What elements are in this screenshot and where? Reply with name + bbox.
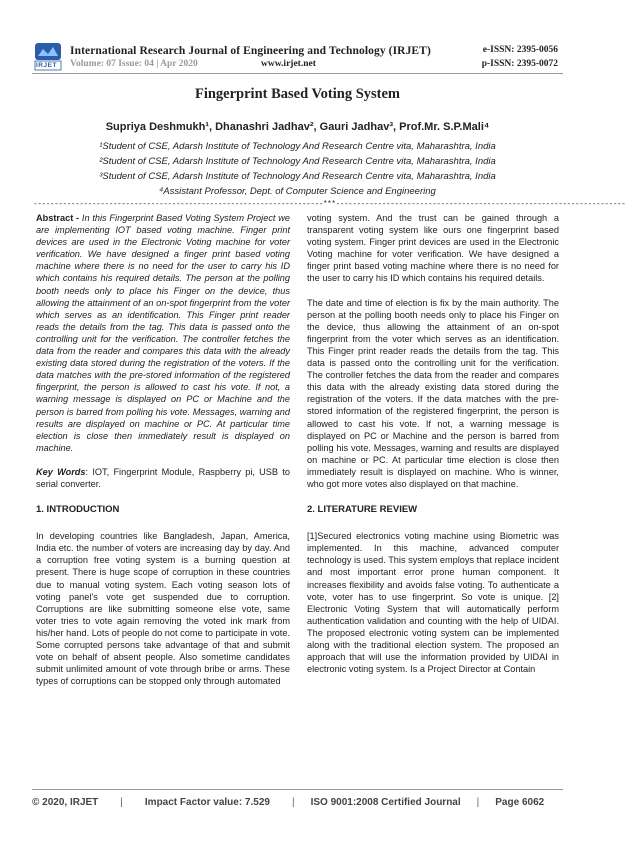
footer-page-number: Page 6062 [495,797,545,808]
journal-website: www.irjet.net [261,59,316,69]
section-separator: ---------------------------------------------------------------------***--------------------------------------------------------------------- [33,200,625,209]
volume-issue: Volume: 07 Issue: 04 | Apr 2020 [70,59,198,69]
right-column [307,212,559,675]
e-issn: e-ISSN: 2395-0056 [482,45,558,55]
right-paragraph-1: voting system. And the trust can be gained through a transparent voting system like ours one fingerprint based voting system. Finger print devices are used in the Electronic Voting machine for voter verification. We have designed a finger print based voting machine where there is no need for the user to carry his ID which contains his required details. [307,213,559,284]
abstract-text: In this Fingerprint Based Voting System Project we are implementing IOT based voting machine. Finger print devices are used in the Electronic Voting machine for voter verification. We have designed a finger print based voting machine where there is no need for the user to carry his ID which contains his required details. The person at the polling booth needs only to place his Finger on the device, thus allowing the attainment of an on-spot fingerprint from the voter which serves as an identification. This Finger print reader reads the details from the tag. This data is passed onto the controlling unit for the verification. The controller fetches the data from the reader and compares this data with the already existing data stored during the registration of the voters. If the data matches with the pre-stored information of the registered fingerprint, the person is allowed to cast his vote. If not, a warning message is displayed on PC or Machine and the person is barred from polling his vote. Messages, warning and results are displayed on machine or PC. At particular time election is close then immediately result is displayed on machine. [36,213,290,453]
footer-separator: | [291,797,295,808]
abstract-label: Abstract - [36,213,80,223]
footer-divider [32,789,563,790]
footer-copyright: © 2020, IRJET [32,797,99,808]
right-paragraph-2: The date and time of election is fix by the main authority. The person at the polling booth needs only to place his Finger on the device, thus allowing the attainment of an on-spot fingerprint from the voter which serves as an identification. This Finger print reader reads the details from the tag. This data is passed onto the controlling unit for the verification. The controller fetches the data from the reader and compares this data with the already existing data stored during the registration of the voters. If the data matches with the pre-stored information of the registered fingerprint, the person is allowed to cast his vote. If not, a warning message is displayed on PC or Machine and the person is barred from polling his vote. Messages, warning and results are displayed on machine or PC. At particular time election is close then immediately result is displayed on machine. Who is winner, who got more votes also displayed on that machine. [307,297,559,489]
page-footer [32,797,563,808]
abstract [36,212,290,454]
footer-separator: | [120,797,123,808]
keywords [36,466,290,490]
paper-title: Fingerprint Based Voting System [194,86,401,102]
affiliation-3: ³Student of CSE, Adarsh Institute of Technology And Research Centre vita, Maharashtra, India [99,171,496,182]
affiliation-4: ⁴Assistant Professor, Dept. of Computer Science and Engineering [159,186,436,197]
intro-text: In developing countries like Bangladesh, Japan, America, India etc. the number of voters are increasing day by day. And a corruption free voting system is a burning question at present. There is huge scope of corruption in these countries due to manual voting system. Each voting season lots of voting panel's vote get suspended due to corruption. Corruptions are like submitting someone else vote, same voter tries to vote again removing the voted ink mark from his/her hand. Lots of people do not come to participate in vote. Some corrupted persons take advantage of that and submit vote on behalf of absent people. Also sometime candidates submit unlimited amount of vote through bribe or arms. These types of corruptions can be stopped only through automated [36,531,290,687]
footer-separator: | [476,797,480,808]
affiliation-2: ²Student of CSE, Adarsh Institute of Technology And Research Centre vita, Maharashtra, India [99,156,496,167]
keywords-text: : IOT, Fingerprint Module, Raspberry pi, USB to serial converter. [36,466,290,489]
header-divider [32,73,563,74]
footer-iso: ISO 9001:2008 Certified Journal [310,797,461,808]
left-column [36,212,290,687]
literature-review-text: [1]Secured electronics voting machine using Biometric was implemented. In this machine, advanced computer technology is used. This system employs that replace incident and most important error prone human component. It increases flexibility and avoids false voting. To authenticate a vote, voter has to use fingerprint. So vote is unique. [2] Electronic Voting System that will automatically perform authentication validation and counting with the help of UIDAI. The proposed electronic voting system can be implemented along with the traditional election system. The proposed an approach that will use the information provided by UIDAI in electronic voting system. Is a Project Director at Contain [307,531,559,675]
logo-text: IRJET [36,62,57,69]
literature-review-heading: 2. LITERATURE REVIEW [307,504,418,516]
irjet-logo [32,42,64,72]
affiliation-1: ¹Student of CSE, Adarsh Institute of Technology And Research Centre vita, Maharashtra, India [99,141,496,152]
p-issn: p-ISSN: 2395-0072 [481,59,558,69]
intro-heading: 1. INTRODUCTION [36,504,120,516]
authors: Supriya Deshmukh¹, Dhanashri Jadhav², Gauri Jadhav³, Prof.Mr. S.P.Mali⁴ [105,121,490,133]
footer-impact-factor: Impact Factor value: 7.529 [144,797,270,808]
journal-name: International Research Journal of Engineering and Technology (IRJET) [70,45,431,57]
keywords-label: Key Words [36,466,86,477]
